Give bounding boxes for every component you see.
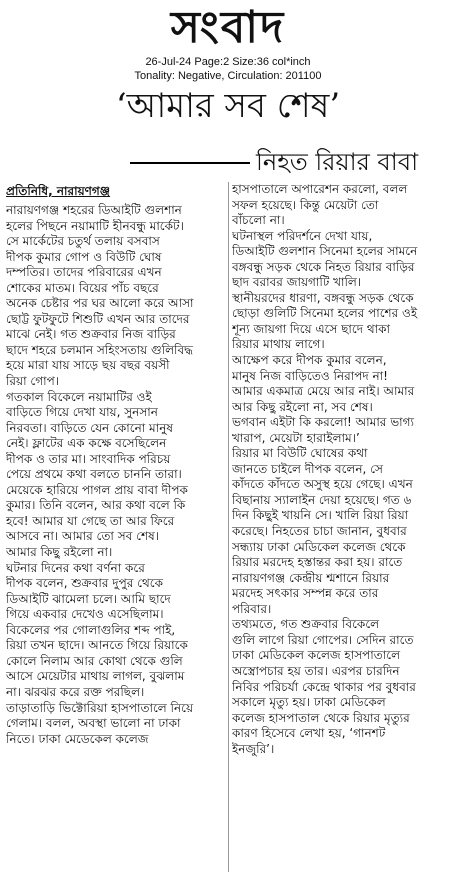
article-text-line: গিয়ে একবার দেখেও এসেছিলাম। — [6, 607, 164, 622]
article-text-line: দিন কিছুই খায়নি সে। খালি রিয়া রিয়া — [232, 508, 409, 523]
article-text-line: ডিআইটি ঝামেলা চলে। আমি ছাদে — [6, 591, 171, 606]
article-text-line: রিয়া তখন ছাদে। আনতে গিয়ে রিয়াকে — [6, 638, 188, 653]
article-headline: ‘আমার সব শেষ’ — [115, 86, 341, 126]
article-text-line: বাড়িতে গিয়ে দেখা যায়, সুনসান — [6, 405, 158, 420]
article-text-line: হাসপাতালে অপারেশন করলো, বলল — [232, 182, 408, 196]
article-text-line: সফল হয়েছে। কিন্তু মেয়েটা তো — [232, 197, 379, 212]
article-text-line: আমার একমাত্র মেয়ে আর নাই। আমার — [232, 384, 415, 399]
article-text-line: কারণ হিসেবে লেখা হয়, ‘গানশট — [232, 726, 386, 741]
article-text-line: আমার কিছু রইলো না। — [6, 545, 113, 560]
article-text-line: দম্পতির। তাদের পরিবারের এখন — [6, 265, 162, 280]
article-text-line: বিকেলের পর গোলাগুলির শব্দ পাই, — [6, 622, 176, 637]
article-text-line: ছাদে শহরে চলমান সহিংসতায় গুলিবিদ্ধ — [6, 342, 193, 357]
article-text-line: ভগবান এইটা কি করলো! আমার ভাগ্য — [232, 415, 414, 430]
article-text-line: হলের পিছনে নয়ামাটি হীনবন্ধু মার্কেট। — [6, 218, 184, 233]
article-left-column — [6, 184, 228, 747]
article-text-line: সকালে মৃত্যু হয়। ঢাকা মেডিকেল — [232, 695, 386, 710]
article-text-line: বিছানায় স্যালাইন দেয়া হয়েছে। গত ৬ — [232, 492, 412, 507]
article-text-line: সে মার্কেটের চতুর্থ তলায় বসবাস — [6, 234, 160, 249]
article-text-line: জানতে চাইলে দীপক বলেন, সে — [232, 461, 383, 476]
subheadline-rule — [130, 162, 250, 164]
article-text-line: ডিআইটি গুলশান সিনেমা হলের সামনে — [232, 244, 418, 259]
article-text-line: রিয়ার মা বিউটি ঘোষের কথা — [232, 446, 368, 461]
article-text-line: কুমার। তিনি বলেন, আর কথা বলে কি — [6, 498, 186, 513]
article-text-line: নেই। ফ্লাটের এক কক্ষে বসেছিলেন — [6, 436, 167, 451]
column-divider — [228, 182, 229, 872]
article-text-line: ঘটনাস্থল পরিদর্শনে দেখা যায়, — [232, 228, 373, 243]
article-byline: প্রতিনিধি, নারায়ণগঞ্জ — [6, 184, 111, 198]
newspaper-logo: সংবাদ — [170, 2, 286, 53]
article-text-line: মরদেহ সৎকার সম্পন্ন করে তার — [232, 586, 379, 601]
article-text-line: রিয়ার মরদেহ হস্তান্তর করা হয়। রাতে — [232, 555, 403, 570]
article-text-line: নিরবতা। বাড়িতে যেন কোনো মানুষ — [6, 420, 173, 435]
article-text-line: গুলি লাগে রিয়া গোপের। সেদিন রাতে — [232, 632, 414, 647]
article-text-line: নিতে। ঢাকা মেডেকেল কলেজ — [6, 731, 149, 746]
article-text-line: নারায়ণগঞ্জ কেন্দ্রীয় শ্মশানে রিয়ার — [232, 570, 390, 585]
article-text-line: বাঁচলো না। — [232, 213, 285, 228]
article-text-line: শোকের মাতম। বিয়ের পাঁচ বছরে — [6, 280, 159, 295]
article-text-line: ছোট্ট ফুটফুটে শিশুটি এখন আর তাদের — [6, 311, 190, 326]
clip-date-page-size: 26-Jul-24 Page:2 Size:36 col*inch — [145, 56, 311, 68]
article-text-line: তথ্যমতে, গত শুক্রবার বিকেলে — [232, 617, 380, 632]
article-text-line: আসে মেয়েটার মাথায় লাগল, বুঝলাম — [6, 669, 185, 684]
article-text-line: অনেক চেষ্টার পর ঘর আলো করে আসা — [6, 296, 194, 311]
article-text-line: সন্ধ্যায় ঢাকা মেডিকেল কলেজ থেকে — [232, 539, 406, 554]
right-column-lines — [232, 182, 454, 757]
article-text-line: রিয়ার মাথায় লাগে। — [232, 337, 325, 352]
article-text-line: ঘটনার দিনের কথা বর্ণনা করে — [6, 560, 145, 575]
article-text-line: ছাদ বরাবর জায়গাটি খালি। — [232, 275, 362, 290]
article-text-line: করেছে। নিহতের চাচা জানান, বুধবার — [232, 524, 407, 539]
article-text-line: ছোড়া গুলিটি সিনেমা হলের পাশের ওই — [232, 306, 418, 321]
article-text-line: আক্ষেপ করে দীপক কুমার বলেন, — [232, 353, 387, 368]
clip-tonality-circulation: Tonality: Negative, Circulation: 201100 — [134, 70, 322, 82]
article-text-line: নারায়ণগঞ্জ শহরের ডিআইটি গুলশান — [6, 203, 182, 217]
article-text-line: খারাপ, মেয়েটা হারাইলাম।’ — [232, 430, 360, 445]
subheadline-text: নিহত রিয়ার বাবা — [256, 148, 419, 176]
article-text-line: হবে! আমার যা গেছে তা আর ফিরে — [6, 513, 175, 528]
article-text-line: গতকাল বিকেলে নয়ামাটির ওই — [6, 389, 152, 404]
article-text-line: শূন্য জায়গা দিয়ে এসে ছাদে থাকা — [232, 321, 390, 336]
article-text-line: পেয়ে প্রথমে কথা বলতে চাননি তারা। — [6, 467, 182, 482]
article-text-line: ইনজুরি’। — [232, 741, 275, 756]
article-text-line: কলেজ হাসপাতাল থেকে রিয়ার মৃত্যুর — [232, 710, 410, 725]
article-text-line: মেয়েকে হারিয়ে পাগল প্রায় বাবা দীপক — [6, 482, 188, 497]
article-text-line: মাঝে নেই। গত শুক্রবার নিজ বাড়ির — [6, 327, 176, 342]
left-column-lines — [6, 203, 228, 747]
article-text-line: কোলে নিলাম আর কোথা থেকে গুলি — [6, 653, 183, 668]
article-text-line: হয়ে মারা যায় সাড়ে ছয় বছর বয়সী — [6, 358, 170, 373]
article-text-line: তাড়াতাড়ি ভিক্টোরিয়া হাসপাতালে নিয়ে — [6, 700, 194, 715]
article-text-line: পরিবার। — [232, 601, 272, 616]
article-text-line: রিয়া গোপ। — [6, 374, 60, 389]
article-text-line: কাঁদতে কাঁদতে অসুস্থ হয়ে গেছে। এখন — [232, 477, 413, 492]
article-subheadline — [130, 148, 450, 176]
article-text-line: নিবির পরিচর্যা কেন্দ্রে থাকার পর বুধবার — [232, 679, 416, 694]
article-text-line: দীপক ও তার মা। সাংবাদিক পরিচয় — [6, 451, 171, 466]
article-text-line: মানুষ নিজ বাড়িতেও নিরাপদ না! — [232, 368, 388, 383]
article-text-line: গেলাম। বলল, অবস্থা ভালো না ঢাকা — [6, 716, 181, 731]
article-text-line: দীপক বলেন, শুক্রবার দুপুর থেকে — [6, 576, 163, 591]
article-text-line: দীপক কুমার গোপ ও বিউটি ঘোষ — [6, 249, 162, 264]
article-text-line: না। ঝরঝর করে রক্ত পরছিল। — [6, 684, 145, 699]
article-text-line: ঢাকা মেডিকেল কলেজ হাসপাতালে — [232, 648, 401, 663]
article-text-line: আর কিছু রইলো না, সব শেষ। — [232, 399, 373, 414]
article-text-line: বঙ্গবন্ধু সড়ক থেকে নিহত রিয়ার বাড়ির — [232, 259, 415, 274]
article-text-line: অস্ত্রোপচার হয় তার। এরপর চারদিন — [232, 663, 400, 678]
article-right-column — [232, 182, 454, 757]
article-text-line: আসবে না। আমার তো সব শেষ। — [6, 529, 160, 544]
article-text-line: স্থানীয়রদের ধারণা, বঙ্গবন্ধু সড়ক থেকে — [232, 290, 414, 305]
